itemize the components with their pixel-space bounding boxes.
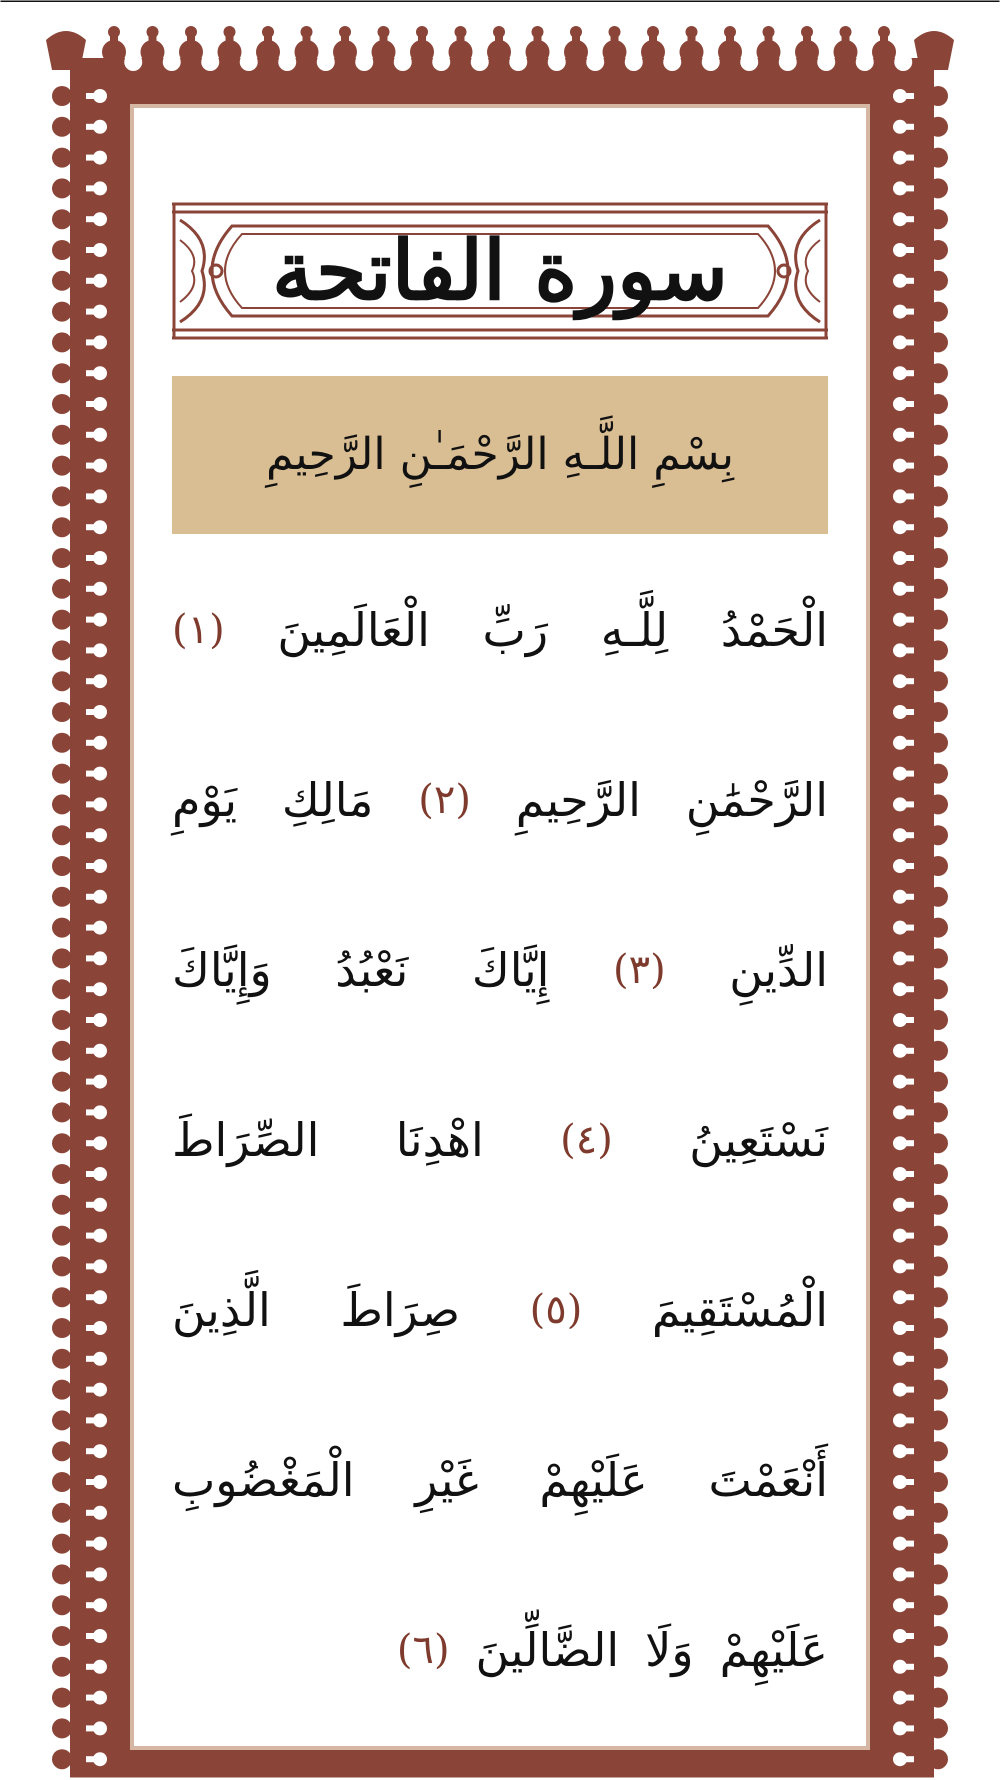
verse-line — [172, 590, 828, 760]
verse-word: عَلَيْهِمْ — [539, 1453, 648, 1507]
verse-word: الرَّحْمَٰنِ — [685, 773, 828, 827]
basmala-panel — [172, 376, 828, 534]
verse-word: وَلَا — [645, 1623, 694, 1677]
verse-number: (١) — [172, 607, 225, 653]
verse-word: نَسْتَعِينُ — [689, 1113, 828, 1167]
verse-word: يَوْمِ — [172, 773, 238, 827]
verse-word: غَيْرِ — [415, 1453, 479, 1507]
verse-word: وَإِيَّاكَ — [172, 943, 272, 997]
page-content — [172, 200, 828, 1760]
surah-title-banner — [172, 200, 828, 342]
verse-word: إِيَّاكَ — [471, 943, 550, 997]
verse-word: الضَّالِّينَ — [475, 1623, 620, 1677]
verse-word: الدِّينِ — [729, 943, 828, 997]
verse-line — [172, 1610, 828, 1780]
verse-word: الْمَغْضُوبِ — [172, 1453, 355, 1507]
verse-word: اهْدِنَا — [395, 1113, 484, 1167]
surah-title: سورة الفاتحة — [271, 223, 729, 319]
verse-line — [172, 1100, 828, 1270]
verse-word: أَنْعَمْتَ — [708, 1453, 828, 1507]
verse-number: (٥) — [529, 1287, 583, 1333]
verse-lines — [172, 590, 828, 1780]
verse-word: مَالِكِ — [281, 773, 374, 827]
verse-word: لِلَّـهِ — [600, 603, 669, 657]
verse-word: عَلَيْهِمْ — [719, 1623, 828, 1677]
verse-word: الْعَالَمِينَ — [277, 603, 430, 657]
verse-line — [172, 1270, 828, 1440]
verse-word: الَّذِينَ — [172, 1283, 271, 1337]
verse-number: (٣) — [612, 947, 666, 993]
verse-number: (٢) — [418, 777, 471, 823]
verse-word: صِرَاطَ — [340, 1283, 461, 1337]
verse-line — [172, 1440, 828, 1610]
verse-word: نَعْبُدُ — [335, 943, 409, 997]
verse-word: الصِّرَاطَ — [172, 1113, 320, 1167]
basmala-text: بِسْمِ اللَّـهِ الرَّحْمَـٰنِ الرَّحِيمِ — [265, 429, 734, 480]
verse-word: الْمُسْتَقِيمَ — [651, 1283, 828, 1337]
verse-number: (٤) — [560, 1117, 613, 1163]
verse-word: الْحَمْدُ — [720, 603, 828, 657]
verse-word: الرَّحِيمِ — [515, 773, 641, 827]
verse-line — [172, 930, 828, 1100]
verse-number: (٦) — [396, 1627, 450, 1673]
verse-line — [172, 760, 828, 930]
verse-word: رَبِّ — [482, 603, 549, 657]
